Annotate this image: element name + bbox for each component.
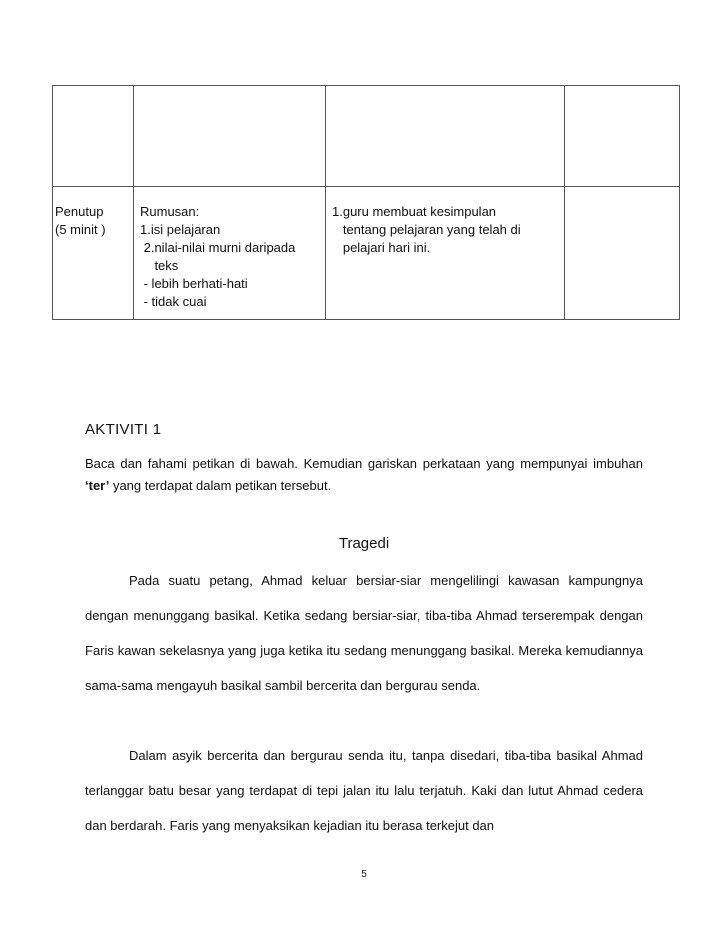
table-row [53,187,680,320]
table-cell [326,86,565,187]
table-cell [565,86,680,187]
instruction-keyword: ‘ter’ [85,478,110,493]
table-row [53,86,680,187]
rumusan-line: Rumusan: [140,204,200,219]
activity-line: tentang pelajaran yang telah di [332,222,521,237]
activity-heading: AKTIVITI 1 [85,421,162,438]
table-cell [53,86,134,187]
story-paragraph-text: Pada suatu petang, Ahmad keluar bersiar-siar mengelilingi kawasan kampungnya dengan menunggang basikal. Ketika sedang bersiar-siar, tiba-tiba Ahmad terserempak dengan Faris kawan sekelasnya yang juga ketika itu sedang menunggang basikal. Mereka kemudiannya sama-sama mengayuh basikal sambil bercerita dan bergurau senda. [85,573,643,693]
story-paragraph-text: Dalam asyik bercerita dan bergurau senda itu, tanpa disedari, tiba-tiba basikal Ahmad terlanggar batu besar yang terdapat di tepi jalan itu lalu terjatuh. Kaki dan lutut Ahmad cedera dan berdarah. Faris yang menyaksikan kejadian itu berasa terkejut dan [85,748,643,833]
rumusan-line: teks [140,258,179,273]
story-paragraph [85,738,643,843]
stage-duration: (5 minit ) [55,222,106,237]
activity-cell [326,187,565,320]
rumusan-line: - tidak cuai [140,294,207,309]
activity-line: 1.guru membuat kesimpulan [332,204,497,219]
table-cell [565,187,680,320]
activity-instruction [85,453,643,497]
page-number: 5 [361,869,367,880]
activity-line: pelajari hari ini. [332,240,431,255]
stage-cell [53,187,134,320]
instruction-text: Baca dan fahami petikan di bawah. Kemudian gariskan perkataan yang mempunyai imbuhan [85,456,643,471]
rumusan-line: 2.nilai-nilai murni daripada [140,240,296,255]
stage-label: Penutup [55,204,104,219]
story-paragraph [85,563,643,703]
instruction-text-end: yang terdapat dalam petikan tersebut. [109,478,332,493]
table-cell [134,86,326,187]
content-cell [134,187,326,320]
rumusan-line: 1.isi pelajaran [140,222,221,237]
rumusan-line: - lebih berhati-hati [140,276,248,291]
lesson-plan-table [52,85,680,320]
story-title: Tragedi [338,535,390,552]
